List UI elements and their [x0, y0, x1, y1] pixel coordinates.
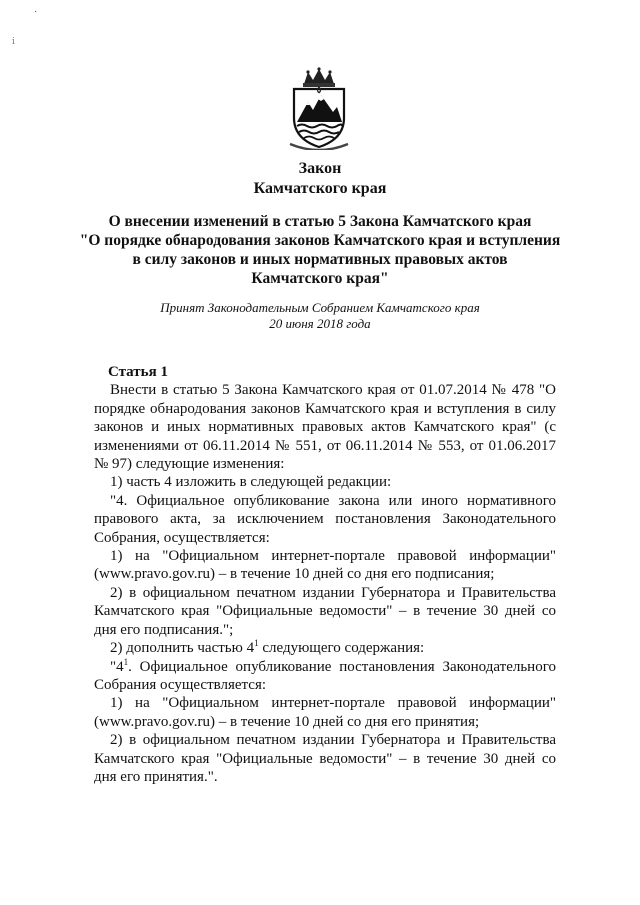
adoption-line: Принят Законодательным Собранием Камчатского края: [160, 300, 480, 315]
item-text: "4: [110, 658, 124, 675]
article-heading: Статья 1: [108, 364, 168, 380]
kamchatka-coat-of-arms-icon: [288, 66, 350, 150]
superscript: 1: [123, 656, 129, 667]
adoption-date: 20 июня 2018 года: [269, 316, 371, 331]
adoption-note: [0, 300, 640, 332]
law-title: [0, 159, 640, 199]
part-4-1-subitem: 2) в официальном печатном издании Губернатора и Правительства Камчатского края "Официальные ведомости" – в течение 30 дней со дня его принятия.".: [94, 732, 556, 785]
item-text: . Официальное опубликование постановления Законодательного Собрания осуществляется:: [94, 658, 556, 693]
scan-artifact-mark: ⅰ: [12, 36, 15, 46]
superscript: 1: [254, 638, 259, 649]
amendment-item: 1) часть 4 изложить в следующей редакции:: [110, 474, 392, 491]
part-4-subitem: 1) на "Официальном интернет-портале правовой информации" (www.pravo.gov.ru) – в течение 10 дней со дня его подписания;: [94, 548, 556, 583]
subject-line: Камчатского края": [251, 270, 389, 287]
law-subject: [70, 212, 570, 288]
item-text: 2) дополнить частью 4: [110, 640, 255, 657]
scan-artifact-mark: ˙: [34, 10, 38, 21]
part-4-1-subitem: 1) на "Официальном интернет-портале правовой информации" (www.pravo.gov.ru) – в течение 10 дней со дня его принятия;: [94, 695, 556, 730]
article-body: [94, 363, 556, 786]
part-4-text: "4. Официальное опубликование закона или иного нормативного правового акта, за исключением постановления Законодательного Собрания, осуществляется:: [94, 492, 556, 546]
article-intro: Внести в статью 5 Закона Камчатского края от 01.07.2014 № 478 "О порядке обнародования законов Камчатского края и вступления в силу законов и иных нормативных правовых актов Камчатского края" (с изменениями от 06.11.2014 № 551, от 06.11.2014 № 553, от 01.06.2017 № 97) следующие изменения:: [94, 382, 556, 473]
subject-line: "О порядке обнародования законов Камчатского края и вступления: [79, 232, 561, 249]
part-4-subitem: 2) в официальном печатном издании Губернатора и Правительства Камчатского края "Официальные ведомости" – в течение 30 дней со дня его подписания.";: [94, 584, 556, 638]
amendment-item: [94, 639, 556, 657]
subject-line: О внесении изменений в статью 5 Закона Камчатского края: [108, 213, 532, 230]
title-line: Камчатского края: [253, 180, 387, 197]
part-4-1-text: [94, 658, 556, 695]
subject-line: в силу законов и иных нормативных правовых актов: [132, 251, 508, 268]
title-line: Закон: [298, 160, 342, 177]
item-text: следующего содержания:: [258, 640, 425, 657]
